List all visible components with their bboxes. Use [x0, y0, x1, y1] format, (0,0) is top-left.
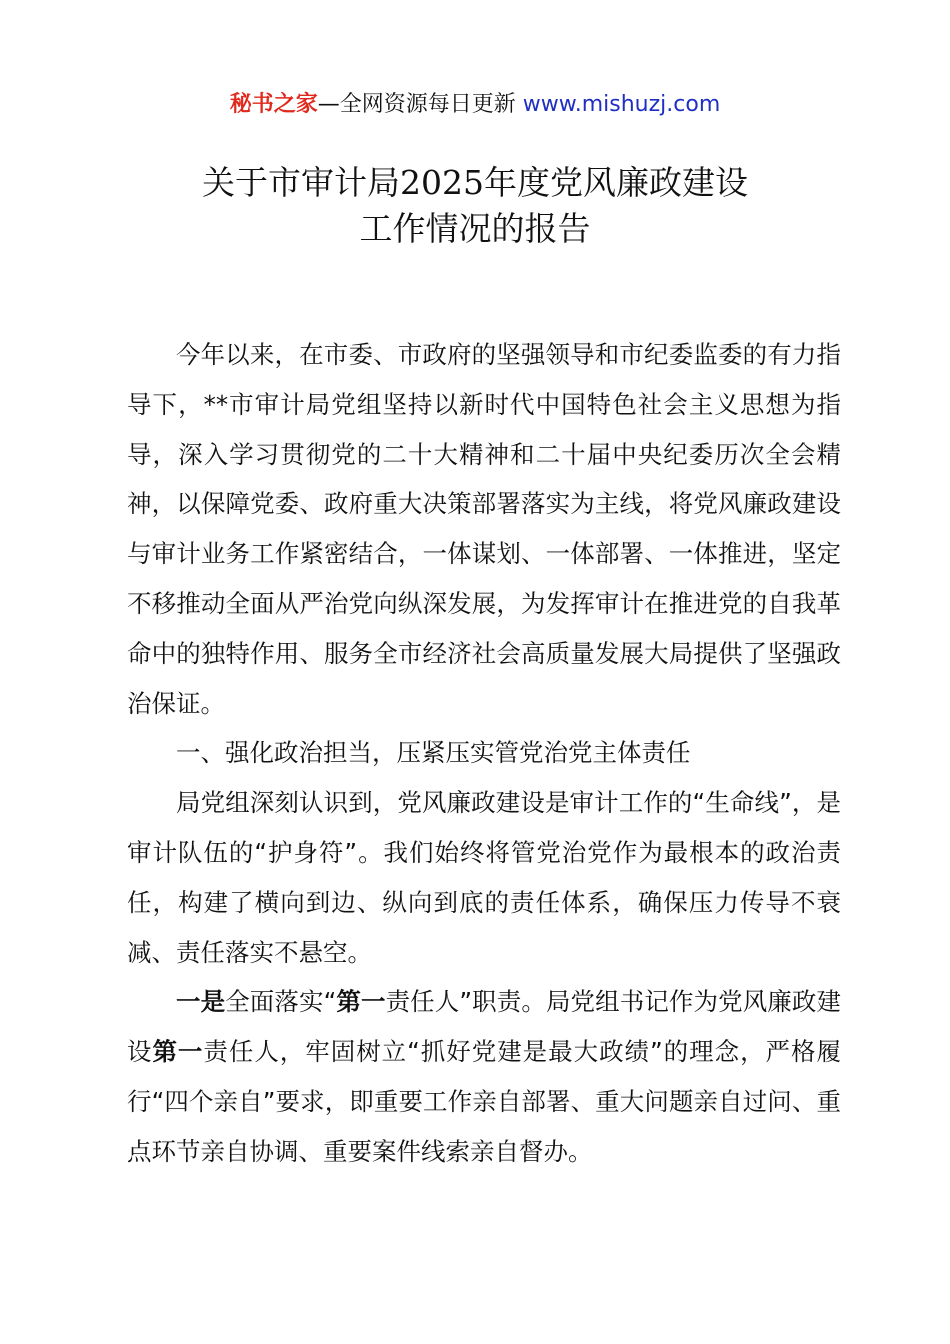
- text-segment: 责任人，牢固树立“抓好党建是最大政绩”的理念，严格履行“四个亲自”要求，即重要工作亲自部署、重大问题亲自过问、重点环节亲自协调、重要案件线索亲自督办。: [127, 1037, 841, 1166]
- text-segment: 责任人”职责。局党组书记作为党风廉政建设: [127, 987, 841, 1067]
- text-segment: 全面落实“: [225, 987, 337, 1017]
- document-body: [127, 330, 841, 1177]
- section-heading: 一、强化政治担当，压紧压实管党治党主体责任: [176, 738, 691, 768]
- paragraph-responsibility: 局党组深刻认识到，党风廉政建设是审计工作的“生命线”，是审计队伍的“护身符”。我们始终将管党治党作为最根本的政治责任，构建了横向到边、纵向到底的责任体系，确保压力传导不衰减、责任落实不悬空。: [127, 788, 841, 967]
- bold-lead: 一是: [176, 987, 226, 1017]
- document-title: [0, 160, 950, 252]
- title-line-2: 工作情况的报告: [359, 209, 591, 248]
- header-tagline: —全网资源每日更新: [317, 92, 523, 117]
- bold-term: 第一: [152, 1037, 204, 1067]
- title-line-1: 关于市审计局2025年度党风廉政建设: [202, 163, 748, 202]
- paragraph-first-point: [127, 977, 841, 1176]
- paragraph-intro: 今年以来，在市委、市政府的坚强领导和市纪委监委的有力指导下，**市审计局党组坚持以新时代中国特色社会主义思想为指导，深入学习贯彻党的二十大精神和二十届中央纪委历次全会精神，以保障党委、政府重大决策部署落实为主线，将党风廉政建设与审计业务工作紧密结合，一体谋划、一体部署、一体推进，坚定不移推动全面从严治党向纵深发展，为发挥审计在推进党的自我革命中的独特作用、服务全市经济社会高质量发展大局提供了坚强政治保证。: [127, 340, 841, 718]
- bold-term: 第一: [336, 987, 386, 1017]
- site-header: [0, 88, 950, 122]
- site-url-link[interactable]: www.mishuzj.com: [522, 92, 721, 117]
- brand-name: 秘书之家: [229, 92, 318, 117]
